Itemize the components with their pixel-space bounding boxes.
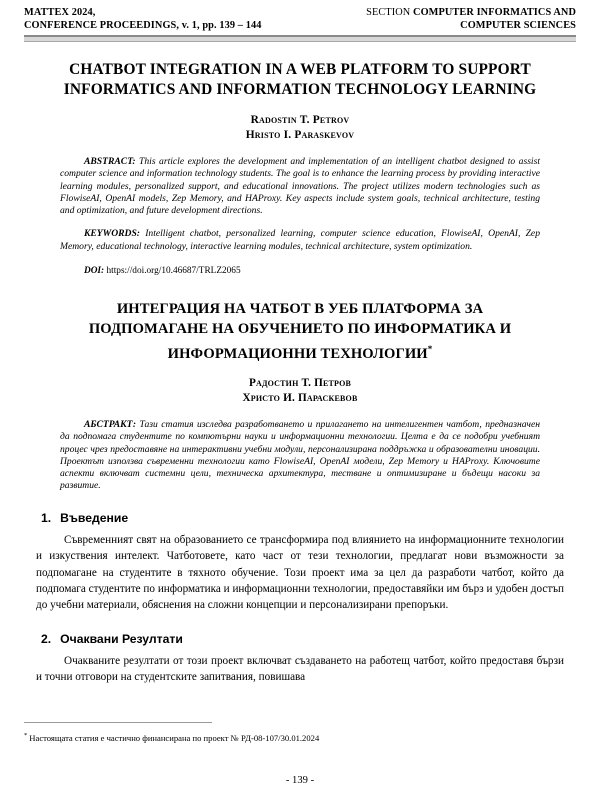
author-en-1: Radostin T. Petrov	[250, 114, 350, 126]
authors-bg	[24, 376, 576, 406]
abstract-en-text: This article explores the development and implementation of an intelligent chatbot designed to assist computer science and information technology students. The goal is to enhance the learning process by providing interactive learning modules, personalized support, and educational innovations. The project utilizes modern technologies such as FlowiseAI, OpenAI models, Zep Memory, and HAProxy. Key aspects include system goals, technical architecture, testing and optimization, and future development directions.	[60, 156, 540, 217]
section-name-part1: COMPUTER INFORMATICS AND	[413, 7, 576, 18]
keywords-en	[60, 228, 540, 253]
section-heading-1	[41, 510, 576, 526]
title-bg-line-1: ИНТЕГРАЦИЯ НА ЧАТБОТ В УЕБ ПЛАТФОРМА ЗА	[116, 301, 484, 318]
section-1-paragraph: Съвременният свят на образованието се трансформира под влиянието на информационните технологии и изкуствения интелект. Чатботовете, като част от тези технологии, предлагат нови възможности за подпомагане на студентите в тяхното обучение. Този проект има за цел да разработи чатбот, който да подпомага студентите по информатика и информационни технологии, предоставяйки им бърз и удобен достъп до учебни материали, обяснения на сложни концепции и персонализирани препоръки.	[36, 533, 564, 612]
abstract-en-label: ABSTRACT:	[84, 156, 136, 167]
doi-label: DOI:	[84, 266, 105, 277]
title-bg-line-3-text: ИНФОРМАЦИОННИ ТЕХНОЛОГИИ	[167, 345, 428, 362]
title-bg-line-2: ПОДПОМАГАНЕ НА ОБУЧЕНИЕТО ПО ИНФОРМАТИКА И	[88, 321, 512, 338]
page-number: - 139 -	[285, 775, 315, 786]
abstract-bg-text: Тази статия изследва разработването и прилагането на интелигентен чатбот, предназначен да подпомага студентите по компютърни науки и информационни технологии. Целта е да се подобри учебният процес чрез предоставяне на интерактивни учебни модули, персонализирана поддръжка и образователни иновации. Проектът използва съвременни технологии като FlowiseAI, OpenAI модели, Zep Memory и HAProxy. Ключовите аспекти включват системни цели, техническа архитектура, тестване и оптимизиране и бъдещи насоки за развитие.	[60, 418, 540, 492]
abstract-bg-label: АБСТРАКТ:	[84, 418, 137, 430]
doi-value[interactable]: https://doi.org/10.46687/TRLZ2065	[104, 266, 241, 277]
running-head-right	[366, 6, 576, 32]
page-title-en	[24, 60, 576, 100]
abstract-en	[60, 156, 540, 217]
page-title-bg	[24, 299, 576, 364]
footnote-divider	[24, 722, 212, 723]
section-1-title: Въведение	[60, 510, 129, 525]
proceedings-name: MATTEX 2024,	[24, 7, 96, 18]
keywords-en-label: KEYWORDS:	[84, 228, 140, 240]
section-name-part2: COMPUTER SCIENCES	[460, 20, 576, 31]
title-bg-line-3	[24, 339, 576, 364]
footnote-marker: *	[24, 732, 28, 740]
abstract-bg	[60, 419, 540, 493]
footnote-area	[24, 722, 576, 744]
author-en-2: Hristo I. Paraskevov	[245, 129, 355, 141]
title-en-line-1: CHATBOT INTEGRATION IN A WEB PLATFORM TO SUPPORT	[69, 61, 531, 78]
section-word: SECTION	[366, 7, 414, 18]
header-divider	[24, 35, 576, 42]
title-en-line-2: INFORMATICS AND INFORMATION TECHNOLOGY LEARNING	[63, 81, 537, 98]
proceedings-volume-pages: CONFERENCE PROCEEDINGS, v. 1, pp. 139 – 144	[24, 20, 262, 31]
section-line-1	[366, 6, 576, 19]
section-heading-2	[41, 631, 576, 647]
section-1-number: 1.	[41, 510, 52, 525]
title-footnote-marker: *	[427, 344, 433, 355]
section-2-paragraph: Очакваните резултати от този проект включват създаването на работещ чатбот, който предоставя бързи и точни отговори на студентските запитвания, повишава	[36, 654, 564, 684]
section-2-title: Очаквани Резултати	[60, 631, 183, 646]
keywords-en-text: Intelligent chatbot, personalized learning, computer science education, FlowiseAI, OpenAI, Zep Memory, educational technology, interactive learning modules, technical architecture, system optimization.	[60, 228, 540, 252]
footnote	[24, 730, 576, 744]
section-2-number: 2.	[41, 631, 52, 646]
running-head	[24, 6, 576, 32]
author-bg-1: Радостин Т. Петров	[248, 376, 352, 389]
author-bg-2: Христо И. Параскевов	[242, 391, 358, 404]
authors-en	[24, 113, 576, 143]
footnote-text: Настоящата статия е частично финансирана по проект № РД-08-107/30.01.2024	[29, 733, 320, 743]
doi-line	[60, 265, 540, 277]
running-head-left	[24, 6, 261, 32]
